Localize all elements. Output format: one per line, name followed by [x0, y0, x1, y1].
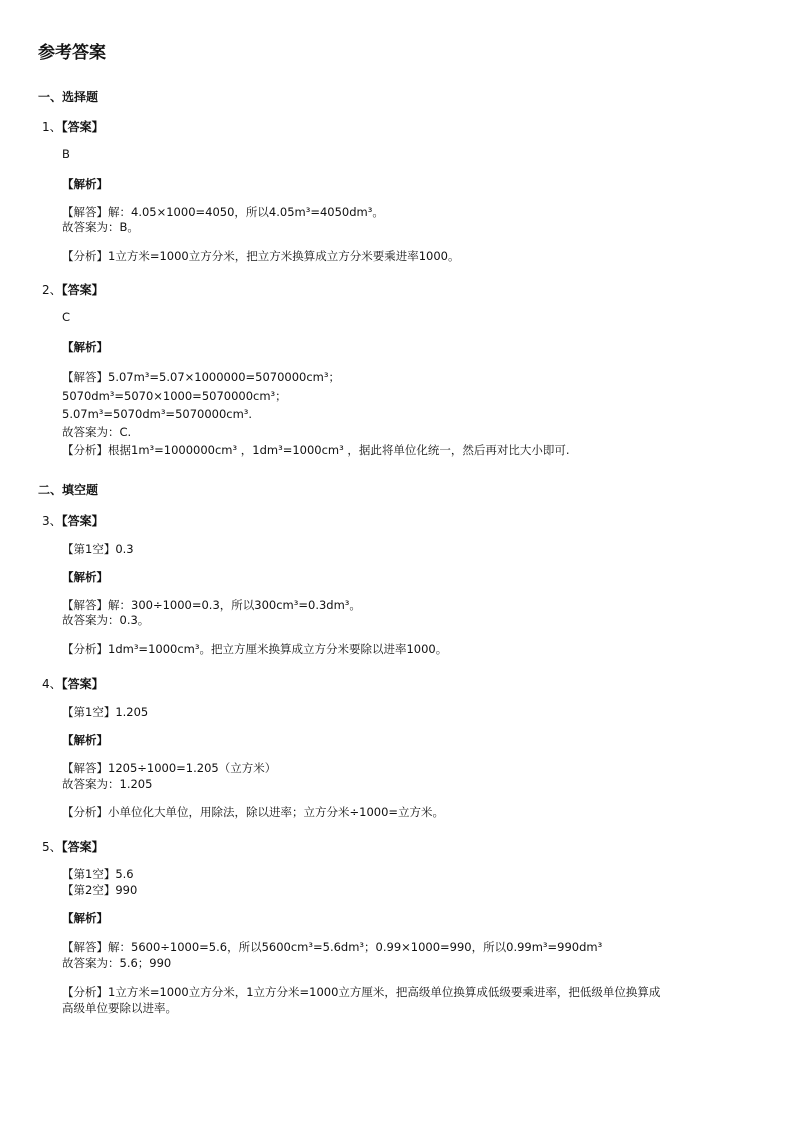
question-2-header — [42, 281, 104, 298]
q1-analysis-head: 【解析】 — [62, 177, 108, 191]
answer-tag: 【答案】 — [61, 283, 104, 297]
q1-fenxi: 【分析】1立方米=1000立方分米，把立方米换算成立方分米要乘进率1000。 — [62, 249, 460, 263]
q5-fenxi-line-1: 【分析】1立方米=1000立方分米，1立方分米=1000立方厘米，把高级单位换算成低级要乘进率，把低级单位换算成 — [62, 985, 661, 999]
q3-fenxi: 【分析】1dm³=1000cm³。把立方厘米换算成立方分米要除以进率1000。 — [62, 642, 448, 656]
page-title: 参考答案 — [38, 43, 106, 63]
question-4-header — [42, 675, 104, 692]
section-heading-fill: 二、填空题 — [38, 483, 99, 497]
q2-jieda-line-1: 【解答】5.07m³=5.07×1000000=5070000cm³； — [62, 370, 340, 384]
q5-jieda-line-1: 【解答】解：5600÷1000=5.6，所以5600cm³=5.6dm³；0.99×1000=990，所以0.99m³=990dm³ — [62, 940, 603, 954]
question-number: 3、 — [42, 514, 62, 528]
question-3-header — [42, 512, 104, 529]
q5-blank-1: 【第1空】5.6 — [62, 867, 134, 881]
q2-jieda-line-3: 5.07m³=5070dm³=5070000cm³. — [62, 407, 253, 421]
question-number: 5、 — [42, 840, 62, 854]
q3-blank-1: 【第1空】0.3 — [62, 542, 134, 556]
q5-jieda-line-2: 故答案为：5.6；990 — [62, 956, 172, 970]
question-number: 1、 — [42, 120, 62, 134]
question-1-header — [42, 118, 104, 135]
q4-analysis-head: 【解析】 — [62, 733, 108, 747]
q1-jieda-line-1: 【解答】解：4.05×1000=4050，所以4.05m³=4050dm³。 — [62, 205, 384, 219]
section-heading-choice: 一、选择题 — [38, 90, 99, 104]
q2-jieda-line-2: 5070dm³=5070×1000=5070000cm³； — [62, 389, 287, 403]
q2-analysis-head: 【解析】 — [62, 340, 108, 354]
q4-jieda-line-1: 【解答】1205÷1000=1.205（立方米） — [62, 761, 277, 775]
q3-analysis-head: 【解析】 — [62, 570, 108, 584]
question-number: 2、 — [42, 283, 62, 297]
question-5-header — [42, 838, 104, 855]
answer-tag: 【答案】 — [61, 514, 104, 528]
q5-fenxi-line-2: 高级单位要除以进率。 — [62, 1001, 177, 1015]
q2-answer: C — [62, 310, 71, 324]
q1-answer: B — [62, 147, 70, 161]
q5-blank-2: 【第2空】990 — [62, 883, 138, 897]
q2-jieda-line-4: 故答案为：C. — [62, 425, 132, 439]
answer-tag: 【答案】 — [61, 120, 104, 134]
answer-tag: 【答案】 — [61, 840, 104, 854]
q4-jieda-line-2: 故答案为：1.205 — [62, 777, 153, 791]
q1-jieda-line-2: 故答案为：B。 — [62, 220, 139, 234]
q4-fenxi: 【分析】小单位化大单位，用除法，除以进率；立方分米÷1000=立方米。 — [62, 805, 445, 819]
question-number: 4、 — [42, 677, 62, 691]
q2-fenxi: 【分析】根据1m³=1000000cm³ ，1dm³=1000cm³ ，据此将单位化统一，然后再对比大小即可. — [62, 443, 570, 457]
q4-blank-1: 【第1空】1.205 — [62, 705, 149, 719]
answer-tag: 【答案】 — [61, 677, 104, 691]
q5-analysis-head: 【解析】 — [62, 911, 108, 925]
q3-jieda-line-1: 【解答】解：300÷1000=0.3，所以300cm³=0.3dm³。 — [62, 598, 361, 612]
q3-jieda-line-2: 故答案为：0.3。 — [62, 613, 150, 627]
